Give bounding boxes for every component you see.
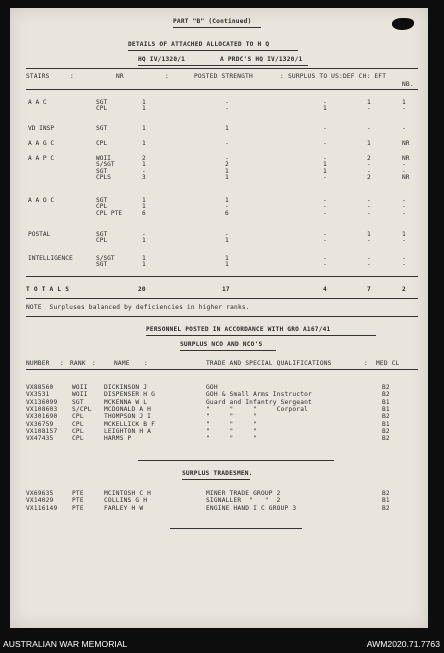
totals-def: 7 [367,286,371,293]
cell-med: B2 [382,427,390,435]
cell-trade: GOH [206,384,218,391]
cell-num: VX301690 [26,413,58,421]
totals-surplus: 4 [323,286,327,293]
part-heading: PART "B" (Continued) [173,18,252,25]
cell-trade: " " " [206,435,258,443]
col-sep-3: : [280,73,284,80]
group-unit: A A P C [28,155,55,162]
group-posted: 1 [225,125,229,132]
group-unit: A A O C [28,197,55,204]
cell-name: MCDONALD A H [104,405,152,413]
group-ranks: S/SGT SGT [96,255,115,269]
section1-title-underline [146,335,376,336]
cell-trade: GOH & Small Arms Instructor [206,391,312,399]
cell-name: THOMPSON J I [104,413,152,421]
group-def: 2 - - 2 [367,155,371,181]
cell-num: VX88560 [26,384,54,391]
section2-title-underline [182,479,250,480]
cell-rank: S/CPL [72,405,92,413]
cell-name: DISPENSER H G [104,391,156,399]
cell-trade: " " " [206,420,258,428]
group-surplus: - - [323,255,327,269]
group-eft: NR [402,140,410,147]
group-unit: A A C [28,99,47,106]
ref-right: A PRDC'S HQ IV/1320/1 [220,56,303,63]
totals-eft: 2 [402,286,406,293]
cell-med: B1 [382,398,390,406]
col-stairs: STAIRS [26,73,50,80]
totals-posted: 17 [222,286,230,293]
cell-trade: ENGINE HAND I C GROUP 3 [206,504,297,512]
group-ranks: SGT [96,125,108,132]
cell-rank: SGT [72,398,84,406]
footer-source: AUSTRALIAN WAR MEMORIAL [3,639,128,649]
note-rule [26,316,418,317]
section1-subtitle-underline [180,350,276,351]
totals-top-rule [26,276,418,277]
group-posted: 1 - 6 [225,197,229,217]
col-med: MED CL [376,360,400,367]
cell-name: MCINTOSH C H [104,490,152,497]
details-heading: DETAILS OF ATTACHED ALLOCATED TO H Q [128,41,270,48]
group-def: 1 [367,140,371,147]
col-sep-2: : [165,73,169,80]
cell-name: HARMS P [104,435,132,443]
cell-med: B1 [382,420,390,428]
cell-name: LEIGHTON H A [104,427,152,435]
cell-med: B2 [382,391,390,399]
group-ranks: CPL [96,140,108,147]
group-unit: VD INSP [28,125,55,132]
section1-title: PERSONNEL POSTED IN ACCORDANCE WITH GRO A167/41 [146,326,331,333]
cell-med: B2 [382,435,390,443]
cell-rank: CPL [72,420,84,428]
group-def: - - [367,255,371,269]
group-eft: - [402,125,406,132]
section2-title: SURPLUS TRADESMEN. [182,470,253,477]
group-nr: 2 1 - 3 [142,155,146,181]
footer-id: AWM2020.71.7763 [366,639,440,649]
totals-label: T O T A L S [26,286,70,293]
group-posted: 1 1 [225,255,229,269]
group-def: 1 - [367,99,371,113]
cell-num: VX108603 [26,405,58,413]
cell-name: COLLINS G H [104,497,148,505]
group-posted: - 2 1 1 [225,155,229,181]
cell-med: B2 [382,504,390,512]
group-surplus: - [323,140,327,147]
col-name: NAME [114,360,130,367]
group-def: - [367,125,371,132]
cell-num: VX36759 [26,420,54,428]
table-top-rule [26,68,418,69]
section1-subtitle: SURPLUS NCO AND NCO'S [180,341,263,348]
group-posted: - - [225,99,229,113]
cell-rank: WOII [72,391,88,399]
cell-med: B2 [382,490,390,497]
group-posted: - 1 [225,231,229,245]
group-def: - - - [367,197,371,217]
part-underline [173,27,261,28]
group-nr: 1 [142,140,146,147]
group-eft: 1 - [402,231,406,245]
group-nr: - 1 [142,231,146,245]
col-rank: RANK [70,360,86,367]
col-trade: TRADE AND SPECIAL QUALIFICATIONS [206,360,332,367]
group-eft: NR - - NR [402,155,410,181]
cell-rank: PTE [72,497,84,505]
cell-trade: SIGNALLER " " 2 [206,497,281,505]
note-text: NOTE Surpluses balanced by deficiencies in higher ranks. [26,304,250,311]
cell-num: VX47435 [26,435,54,443]
col-sep-b: : [92,360,96,367]
cell-trade: " " " [206,413,258,421]
cell-med: B2 [382,384,390,391]
group-eft: 1 - [402,99,406,113]
cell-med: B1 [382,405,390,413]
cell-num: VX14029 [26,497,54,505]
cell-num: VX116149 [26,504,58,512]
group-eft: - - - [402,197,406,217]
col-sep-d: : [364,360,368,367]
group-eft: - - [402,255,406,269]
col-posted: POSTED STRENGTH [194,73,253,80]
group-posted: - [225,140,229,147]
col-sep-c: : [144,360,148,367]
cell-med: B2 [382,413,390,421]
group-nr: 1 1 [142,99,146,113]
group-surplus: - 1 [323,99,327,113]
cell-rank: CPL [72,435,84,443]
group-nr: 1 1 [142,255,146,269]
totals-bottom-rule [26,298,418,299]
document-page [10,8,428,628]
group-nr: 1 1 6 [142,197,146,217]
cell-rank: PTE [72,504,84,512]
cell-num: VX69635 [26,490,54,497]
cell-trade: " " " Corporal [206,405,309,413]
totals-nr: 20 [138,286,146,293]
col-surplus: SURPLUS TO US:DEF CH: EFT [288,73,387,80]
cell-num: VX108157 [26,427,58,435]
group-surplus: - - [323,231,327,245]
details-underline [128,50,298,51]
cell-trade: MINER TRADE GROUP 2 [206,490,281,497]
col-sep-1: : [70,73,74,80]
group-unit: A A G C [28,140,55,147]
section1-header-rule [26,369,418,370]
group-ranks: SGT CPL [96,231,108,245]
col-sep-a: : [60,360,64,367]
footer-bar [0,636,444,653]
cell-rank: PTE [72,490,84,497]
ref-underline [138,65,308,66]
cell-rank: CPL [72,427,84,435]
group-surplus: - 1 1 - [323,155,327,181]
cell-trade: Guard and Infantry Sergeant [206,398,312,406]
group-ranks: SGT CPL [96,99,108,113]
cell-name: MCKELLICK B F [104,420,156,428]
group-nr: 1 [142,125,146,132]
cell-num: VX136099 [26,398,58,406]
cell-num: VX3531 [26,391,50,399]
col-nb: NB. [402,81,414,88]
col-number: NUMBER [26,360,50,367]
group-ranks: WOII S/SGT SGT CPLS [96,155,115,181]
cell-name: FARLEY H W [104,504,144,512]
group-surplus: - [323,125,327,132]
group-unit: POSTAL [28,231,51,238]
section2-bottom-rule [170,528,302,529]
col-nr: NR [116,73,124,80]
group-surplus: - - - [323,197,327,217]
cell-med: B1 [382,497,390,505]
group-def: 1 - [367,231,371,245]
header-bottom-rule [26,89,418,90]
group-ranks: SGT CPL CPL PTE [96,197,123,217]
cell-name: DICKINSON J [104,384,148,391]
ref-left: HQ IV/1320/1 [138,56,186,63]
torn-corner [392,18,414,30]
section2-top-rule [138,460,334,461]
cell-name: MCKENNA W L [104,398,148,406]
group-unit: INTELLIGENCE [28,255,73,262]
cell-rank: CPL [72,413,84,421]
cell-rank: WOII [72,384,88,391]
cell-trade: " " " [206,427,258,435]
